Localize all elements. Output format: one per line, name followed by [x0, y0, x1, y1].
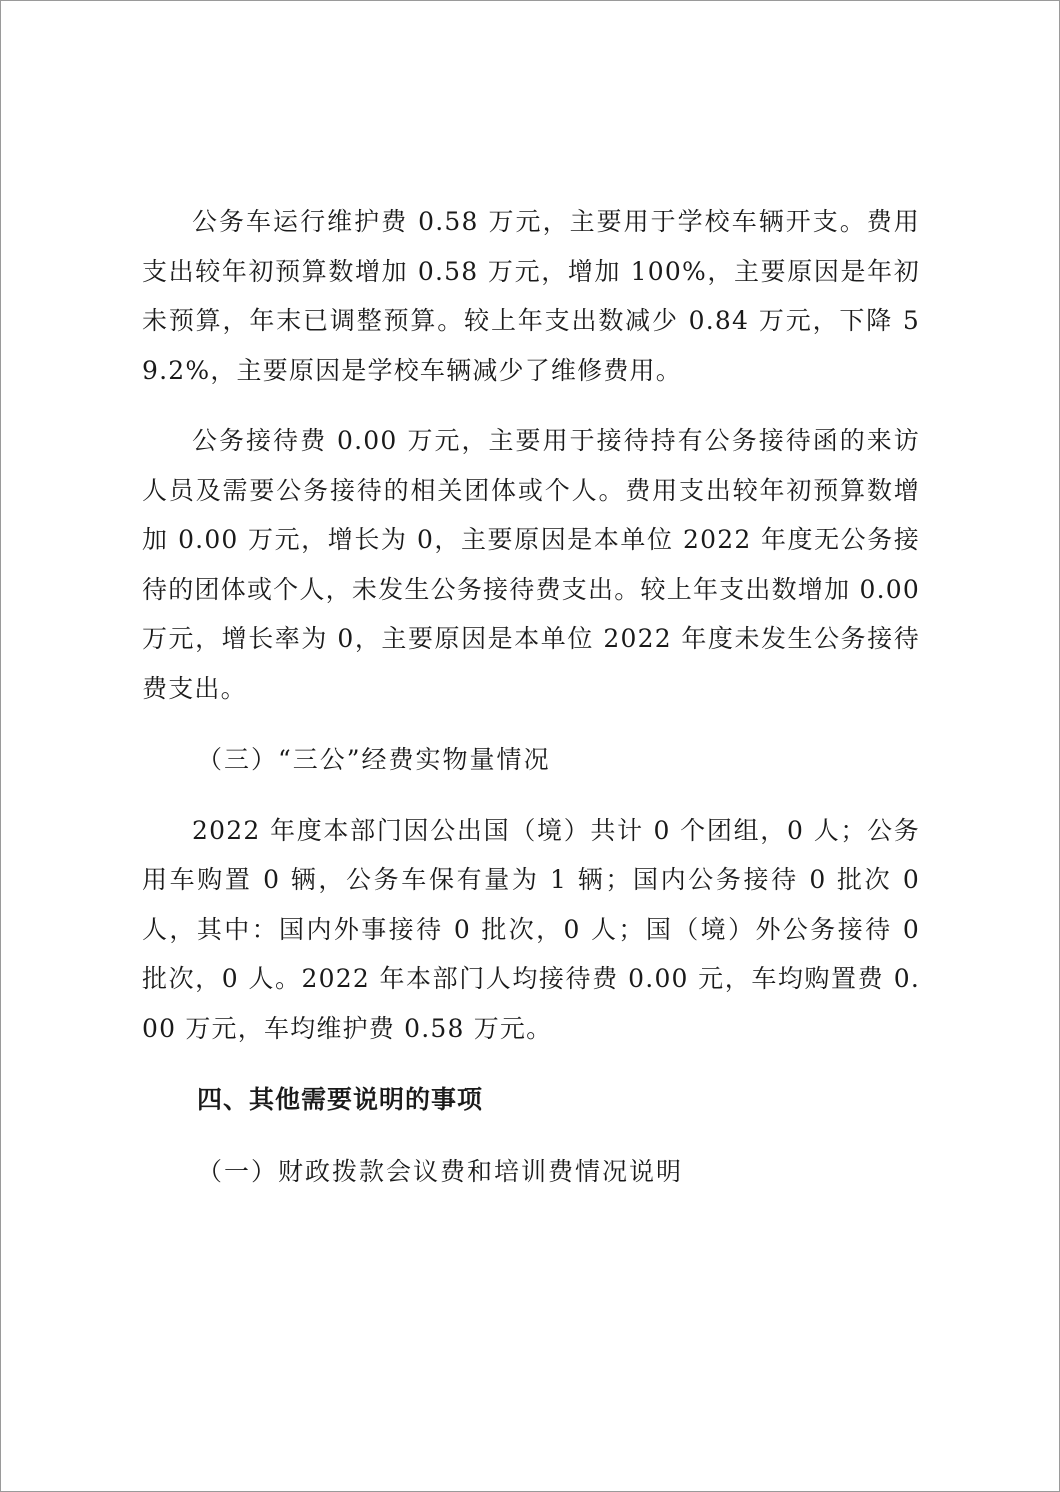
paragraph-physical-quantity: 2022 年度本部门因公出国（境）共计 0 个团组，0 人；公务用车购置 0 辆，公务车保有量为 1 辆；国内公务接待 0 批次 0 人，其中：国内外事接待 0 批次，0 人；国（境）外公务接待 0 批次，0 人。2022 年本部门人均接待费 0.00 元，车均购置费 0.00 万元，车均维护费 0.58 万元。 — [142, 815, 920, 1043]
heading-other-matters: 四、其他需要说明的事项 — [197, 1085, 484, 1114]
document-body — [142, 197, 920, 1196]
paragraph-reception: 公务接待费 0.00 万元，主要用于接待持有公务接待函的来访人员及需要公务接待的相关团体或个人。费用支出较年初预算数增加 0.00 万元，增长为 0，主要原因是本单位 2022 年度无公务接待的团体或个人，未发生公务接待费支出。较上年支出数增加 0.00 万元，增长率为 0，主要原因是本单位 2022 年度未发生公务接待费支出。 — [142, 426, 920, 703]
heading-meeting-training-fees: （一）财政拨款会议费和培训费情况说明 — [197, 1156, 684, 1186]
heading-three-public-physical-quantity: （三）“三公”经费实物量情况 — [197, 745, 551, 774]
paragraph-vehicle-maintenance: 公务车运行维护费 0.58 万元，主要用于学校车辆开支。费用支出较年初预算数增加 0.58 万元，增加 100%，主要原因是年初未预算，年末已调整预算。较上年支出数减少 0.84 万元，下降 59.2%，主要原因是学校车辆减少了维修费用。 — [142, 207, 920, 385]
